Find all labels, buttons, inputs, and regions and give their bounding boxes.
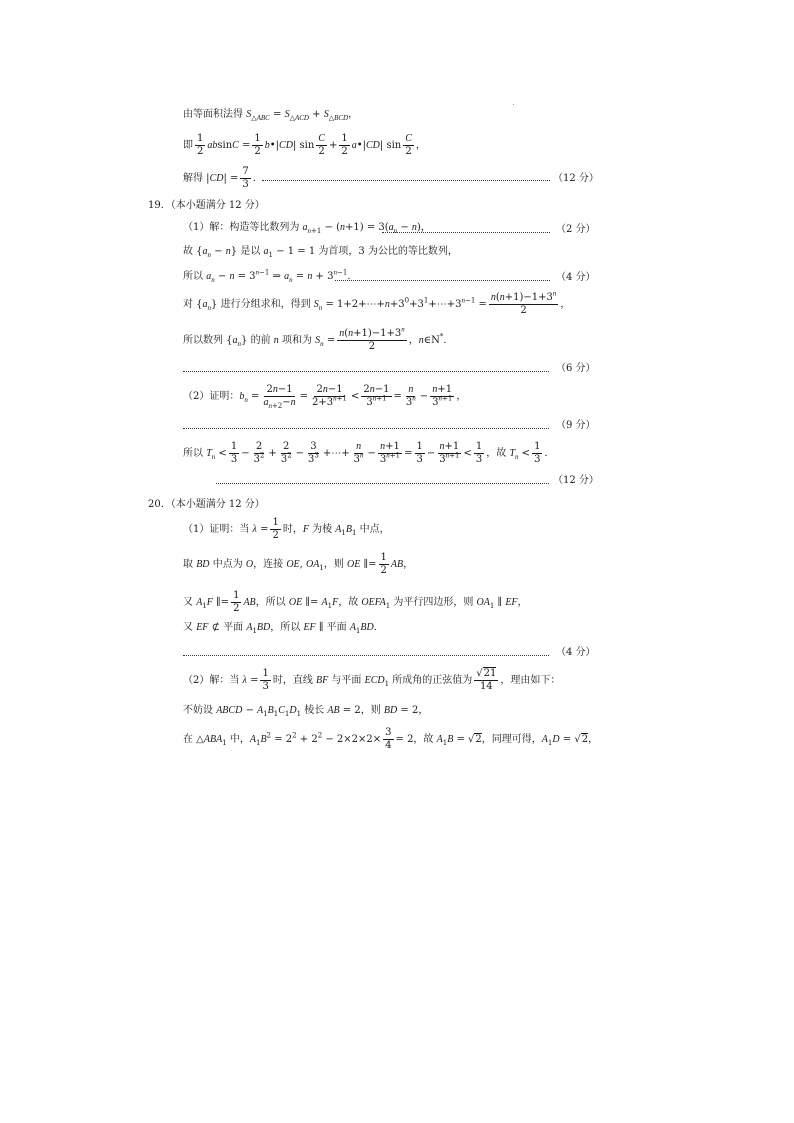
score-label: （12 分） xyxy=(553,475,599,486)
text-line: 不妨设 ABCD − $A_1B_1C_1D_1$ 棱长 AB = 2，则 BD = 2， xyxy=(183,705,429,718)
dot-leader xyxy=(262,180,550,181)
text-line: 故 $\{a_n - n\}$ 是以 $a_1 - 1 = 1$ 为首项，3 为公比的等比数列， xyxy=(183,246,458,259)
text-line: 所以 $T_n$ < $\frac{1}{3}$ − $\frac{2}{3^2}$ + $\frac{2}{3^2}$ − $\frac{3}{3^3}$ +⋯+ $\frac{n}{3^n}$ − $\frac{n+1}{3^{n+1}}$ = $\frac{1}{3}$ − $\frac{n+1}{3^{n+1}}$ < $\frac{1}{3}$ ，故 $T_n$ < $\frac{1}{3}$ ． xyxy=(183,441,555,465)
question-header: 19．（本小题满分 12 分） xyxy=(148,200,265,211)
question-header: 20．（本小题满分 12 分） xyxy=(148,499,265,510)
text-line: 即 $\frac{1}{2}$ absinC = $\frac{1}{2}$ b•|CD| sin $\frac{C}{2}$ + $\frac{1}{2}$ a•|CD| sin $\frac{C}{2}$ ， xyxy=(183,133,426,157)
text-line: （1）证明：当 λ = $\frac{1}{2}$ 时，F 为棱 $A_1B_1$ 中点， xyxy=(183,517,390,541)
score-label: （6 分） xyxy=(556,363,596,374)
text-line: 又 EF ⊄ 平面 $A_1BD$，所以 EF ∥ 平面 $A_1BD$． xyxy=(183,622,384,635)
dot-leader xyxy=(216,483,549,484)
score-label: （4 分） xyxy=(556,272,596,283)
dot-leader xyxy=(335,280,550,281)
text-line: 取 BD 中点为 O，连接 OE, $OA_1$，则 OE ∥= $\frac{1}{2}$ AB， xyxy=(183,552,414,576)
text-line: 所以 $a_n - n = 3^{n-1}$ ⇒ $a_n = n + 3^{n-1}$． xyxy=(183,268,358,284)
score-label: （4 分） xyxy=(556,647,596,658)
text-line: 又 $A_1F$ ∥= $\frac{1}{2}$ AB，所以 OE ∥= $A_1F$，故 $OEFA_1$ 为平行四边形，则 $OA_1$ ∥ EF， xyxy=(183,590,528,614)
score-label: （9 分） xyxy=(556,420,596,431)
text-line: 在 $\triangle ABA_1$ 中，$A_1B^2 = 2^2 + 2^2 - 2\times 2\times 2\times$ $\frac{3}{4}$ = 2，故 $A_1B = √2$，同理可得，$A_1D = √2$， xyxy=(183,727,599,751)
score-label: （2 分） xyxy=(556,224,596,235)
text-line: （1）解：构造等比数列为 $a_{n+1} - (n+1) = 3(a_n - n)$， xyxy=(183,222,431,235)
text-line: （2）证明：$b_n$ = $\frac{2n-1}{a_{n+2}-n}$ = $\frac{2n-1}{2+3^{n+1}}$ < $\frac{2n-1}{3^{n+1}}$ = $\frac{n}{3^n}$ − $\frac{n+1}{3^{n+1}}$ ， xyxy=(183,384,467,410)
text-line: （2）解：当 λ = $\frac{1}{3}$ 时，直线 BF 与平面 $ECD_1$ 所成角的正弦值为 $\frac{√21}{14}$ ，理由如下： xyxy=(183,668,561,692)
dot-leader xyxy=(183,655,549,656)
text-line: 所以数列 $\{a_n\}$ 的前 n 项和为 $S_n$ = $\frac{n(n+1)-1+3^n}{2}$ ，n∈N*． xyxy=(183,325,454,352)
scan-speck xyxy=(513,104,514,105)
dot-leader xyxy=(382,232,550,233)
dot-leader xyxy=(183,428,549,429)
text-line: 由等面积法得 $S_{\triangle ABC} = S_{\triangle ACD} + S_{\triangle BCD}$， xyxy=(183,109,359,122)
score-label: （12 分） xyxy=(553,173,599,184)
text-line: 对 $\{a_n\}$ 进行分组求和，得到 $S_n$ = $1+2+\cdots+n+3^0+3^1+\cdots+3^{n-1}$ = $\frac{n(n+1)-1+3^n}{2}$ ， xyxy=(183,289,571,316)
text-line: 解得 |CD| = $\frac{7}{3}$ ． xyxy=(183,166,263,190)
dot-leader xyxy=(183,371,549,372)
